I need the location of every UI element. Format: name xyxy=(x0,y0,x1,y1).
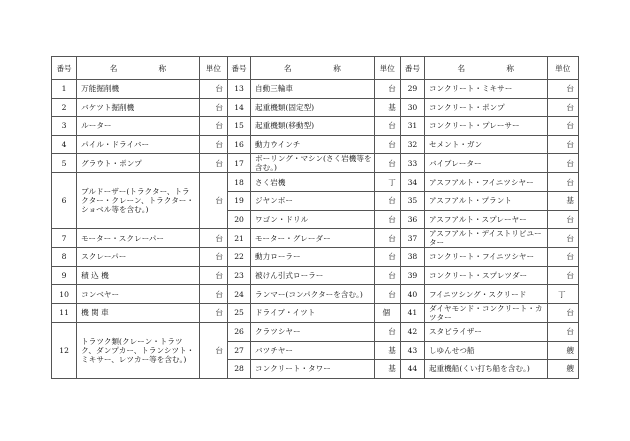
table-row xyxy=(52,80,579,99)
item-unit: 台 xyxy=(547,80,578,99)
item-number: 35 xyxy=(400,191,424,210)
item-number: 42 xyxy=(400,322,424,341)
item-unit: 台 xyxy=(374,285,400,304)
item-number: 12 xyxy=(52,322,77,378)
item-number: 38 xyxy=(400,248,424,267)
item-number: 39 xyxy=(400,266,424,285)
item-name: 動力ウインチ xyxy=(251,135,375,154)
item-unit: 台 xyxy=(374,117,400,136)
item-number: 34 xyxy=(400,173,424,192)
item-unit: 台 xyxy=(547,154,578,173)
item-number: 15 xyxy=(228,117,251,136)
item-unit: 基 xyxy=(374,98,400,117)
table-row xyxy=(52,135,579,154)
item-number: 8 xyxy=(52,248,77,267)
item-unit: 基 xyxy=(547,191,578,210)
item-number: 25 xyxy=(228,303,251,322)
header-name: 名 称 xyxy=(77,57,200,80)
item-number: 24 xyxy=(228,285,251,304)
item-name: 積 込 機 xyxy=(77,266,200,285)
item-number: 6 xyxy=(52,173,77,229)
item-number: 16 xyxy=(228,135,251,154)
item-unit: 台 xyxy=(199,135,227,154)
item-name: 起重機船(くい打ち船を含む。) xyxy=(424,360,547,379)
item-unit: 台 xyxy=(199,322,227,378)
item-number: 19 xyxy=(228,191,251,210)
item-unit: 個 xyxy=(374,303,400,322)
item-name: ダイヤモンド・コンクリート・カツター xyxy=(424,303,547,322)
item-name: バツチヤー xyxy=(251,341,375,360)
item-name: コンクリート・プレーサー xyxy=(424,117,547,136)
item-unit: 台 xyxy=(547,303,578,322)
item-unit: 台 xyxy=(547,210,578,229)
table-row xyxy=(52,322,579,341)
item-unit: 台 xyxy=(547,173,578,192)
table-row xyxy=(52,266,579,285)
table-row xyxy=(52,98,579,117)
item-name: 自動三輪車 xyxy=(251,80,375,99)
item-unit: 台 xyxy=(547,248,578,267)
item-name: パイル・ドライバー xyxy=(77,135,200,154)
item-unit: 台 xyxy=(199,266,227,285)
item-number: 11 xyxy=(52,303,77,322)
item-number: 2 xyxy=(52,98,77,117)
item-unit: 台 xyxy=(199,98,227,117)
item-unit: 台 xyxy=(374,266,400,285)
item-unit: 台 xyxy=(199,229,227,248)
item-number: 10 xyxy=(52,285,77,304)
item-number: 29 xyxy=(400,80,424,99)
item-number: 28 xyxy=(228,360,251,379)
header-unit: 単位 xyxy=(374,57,400,80)
item-name: ジヤンボー xyxy=(251,191,375,210)
item-name: 万能掘削機 xyxy=(77,80,200,99)
item-number: 44 xyxy=(400,360,424,379)
item-name: ボーリング・マシン(さく岩機等を含む。) xyxy=(251,154,375,173)
item-name: しゆんせつ船 xyxy=(424,341,547,360)
item-name: モーター・グレーダー xyxy=(251,229,375,248)
item-unit: 台 xyxy=(199,154,227,173)
item-name: バケツト掘削機 xyxy=(77,98,200,117)
table-row xyxy=(52,173,579,192)
item-unit: 台 xyxy=(547,135,578,154)
item-name: アスフアルト・プラント xyxy=(424,191,547,210)
item-name: ランマー(コンパクターを含む。) xyxy=(251,285,375,304)
item-unit: 台 xyxy=(374,154,400,173)
item-number: 22 xyxy=(228,248,251,267)
item-number: 36 xyxy=(400,210,424,229)
header-row xyxy=(52,57,579,80)
item-name: ブルドーザー(トラクター、トラクター・クレーン、トラクター・ショベル等を含む。) xyxy=(77,173,200,229)
item-unit: 台 xyxy=(374,191,400,210)
item-number: 4 xyxy=(52,135,77,154)
table-row xyxy=(52,229,579,248)
item-number: 14 xyxy=(228,98,251,117)
item-number: 23 xyxy=(228,266,251,285)
item-number: 33 xyxy=(400,154,424,173)
item-name: 被けん引式ローラー xyxy=(251,266,375,285)
table-row xyxy=(52,117,579,136)
item-unit: 台 xyxy=(374,210,400,229)
item-number: 20 xyxy=(228,210,251,229)
item-name: 機 関 車 xyxy=(77,303,200,322)
item-unit: 台 xyxy=(374,322,400,341)
item-number: 7 xyxy=(52,229,77,248)
item-name: バイブレーター xyxy=(424,154,547,173)
header-number: 番号 xyxy=(52,57,77,80)
item-name: コンベヤー xyxy=(77,285,200,304)
item-unit: 台 xyxy=(199,303,227,322)
item-number: 32 xyxy=(400,135,424,154)
header-number: 番号 xyxy=(228,57,251,80)
item-number: 26 xyxy=(228,322,251,341)
item-name: 起重機類(固定型) xyxy=(251,98,375,117)
header-unit: 単位 xyxy=(547,57,578,80)
item-number: 41 xyxy=(400,303,424,322)
item-unit: 台 xyxy=(547,98,578,117)
item-unit: 艘 xyxy=(547,341,578,360)
item-number: 17 xyxy=(228,154,251,173)
item-name: アスフアルト・スプレーヤー xyxy=(424,210,547,229)
item-number: 13 xyxy=(228,80,251,99)
item-name: 起重機類(移動型) xyxy=(251,117,375,136)
item-number: 40 xyxy=(400,285,424,304)
header-name: 名 称 xyxy=(424,57,547,80)
item-number: 3 xyxy=(52,117,77,136)
header-number: 番号 xyxy=(400,57,424,80)
item-name: セメント・ガン xyxy=(424,135,547,154)
item-name: スタビライザー xyxy=(424,322,547,341)
item-number: 27 xyxy=(228,341,251,360)
table-row xyxy=(52,285,579,304)
item-unit: 台 xyxy=(199,117,227,136)
item-unit: 台 xyxy=(374,135,400,154)
item-unit: 台 xyxy=(547,322,578,341)
item-number: 21 xyxy=(228,229,251,248)
item-unit: 台 xyxy=(199,80,227,99)
item-unit: 台 xyxy=(199,173,227,229)
item-unit: 台 xyxy=(199,248,227,267)
item-name: アスフアルト・フイニツシヤー xyxy=(424,173,547,192)
item-name: モーター・スクレーパー xyxy=(77,229,200,248)
item-unit: 基 xyxy=(374,341,400,360)
item-unit: 丁 xyxy=(547,285,578,304)
item-name: スクレーパー xyxy=(77,248,200,267)
item-unit: 台 xyxy=(199,285,227,304)
item-name: グラウト・ポンプ xyxy=(77,154,200,173)
header-unit: 単位 xyxy=(199,57,227,80)
item-number: 1 xyxy=(52,80,77,99)
item-name: 動力ローラー xyxy=(251,248,375,267)
item-number: 30 xyxy=(400,98,424,117)
item-name: コンクリート・タワー xyxy=(251,360,375,379)
item-name: コンクリート・フイニツシヤー xyxy=(424,248,547,267)
table-row xyxy=(52,303,579,322)
item-unit: 基 xyxy=(374,360,400,379)
item-unit: 台 xyxy=(374,248,400,267)
item-name: アスフアルト・デイストリビユーター xyxy=(424,229,547,248)
item-name: さく岩機 xyxy=(251,173,375,192)
item-unit: 台 xyxy=(374,80,400,99)
item-unit: 台 xyxy=(547,117,578,136)
item-number: 18 xyxy=(228,173,251,192)
equipment-table xyxy=(51,56,579,379)
item-name: フイニツシング・スクリード xyxy=(424,285,547,304)
item-unit: 台 xyxy=(374,229,400,248)
item-unit: 丁 xyxy=(374,173,400,192)
item-name: コンクリート・ポンプ xyxy=(424,98,547,117)
item-number: 9 xyxy=(52,266,77,285)
header-name: 名 称 xyxy=(251,57,375,80)
item-unit: 台 xyxy=(547,266,578,285)
item-name: トラツク類(クレーン・トラツク、ダンプカー、トランシツト・ミキサー、レツカー等を含む。) xyxy=(77,322,200,378)
item-name: コンクリート・ミキサー xyxy=(424,80,547,99)
item-name: コンクリート・スプレツダー xyxy=(424,266,547,285)
table-row xyxy=(52,248,579,267)
item-name: クラツシヤー xyxy=(251,322,375,341)
item-number: 31 xyxy=(400,117,424,136)
item-name: ドライブ・イツト xyxy=(251,303,375,322)
table-row xyxy=(52,154,579,173)
item-number: 37 xyxy=(400,229,424,248)
item-name: ルーター xyxy=(77,117,200,136)
item-unit: 艘 xyxy=(547,360,578,379)
item-number: 5 xyxy=(52,154,77,173)
item-name: ワゴン・ドリル xyxy=(251,210,375,229)
item-number: 43 xyxy=(400,341,424,360)
item-unit: 台 xyxy=(547,229,578,248)
